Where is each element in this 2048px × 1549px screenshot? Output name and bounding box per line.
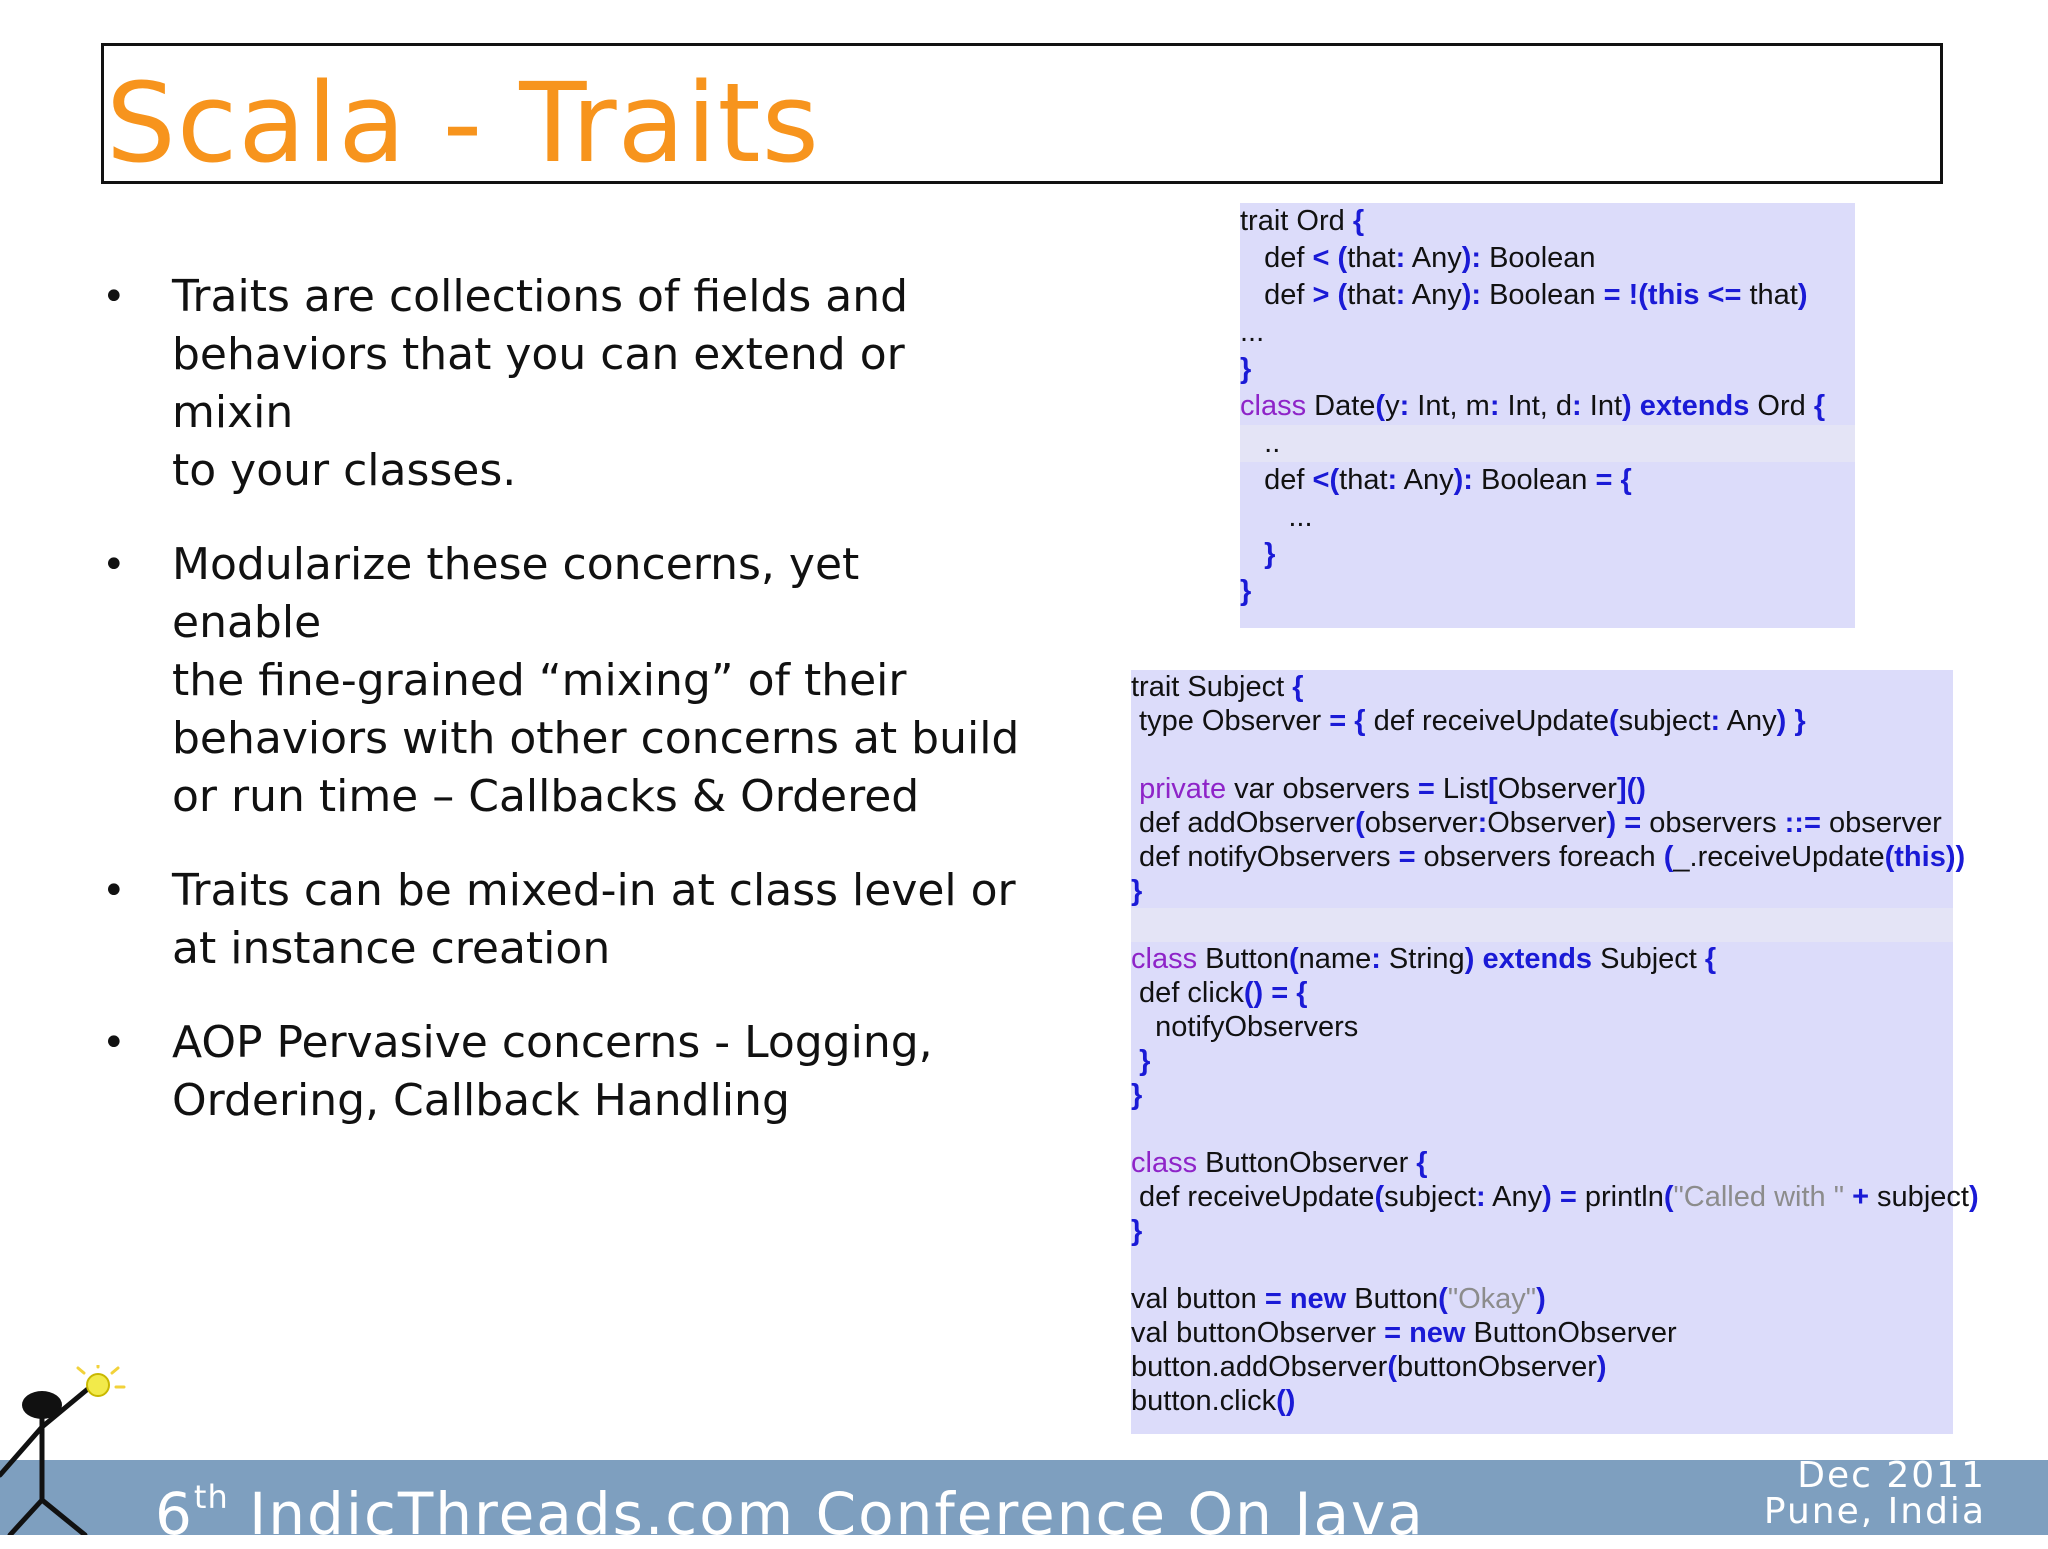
bullet-dot: • xyxy=(102,1020,126,1066)
footer-band xyxy=(0,1455,2048,1548)
code-line: trait Ord { xyxy=(1240,205,1365,237)
code-line: ... xyxy=(1240,316,1265,348)
code-line: .. xyxy=(1240,425,1855,462)
code-line: } xyxy=(1139,1045,1151,1077)
footer-date-location xyxy=(1763,1455,1986,1532)
bullet-dot: • xyxy=(102,868,126,914)
bullet-dot: • xyxy=(102,542,126,588)
conference-ordinal-suffix: th xyxy=(193,1478,229,1516)
code-line xyxy=(1131,908,1953,942)
bullet-item xyxy=(100,1014,1020,1130)
bullet-item xyxy=(100,862,1020,978)
code-line xyxy=(1131,1248,1953,1282)
code-line: ... xyxy=(1240,501,1313,533)
code-block-ord xyxy=(1240,203,1855,628)
bullet-line: Traits are collections of fields and xyxy=(172,271,909,322)
code-line xyxy=(1131,738,1953,772)
code-line: class Date(y: Int, m: Int, d: Int) extends Ord { xyxy=(1240,390,1826,422)
code-line: button.click() xyxy=(1131,1385,1296,1417)
title-box xyxy=(101,43,1943,187)
bullet-line: or run time – Callbacks & Ordered xyxy=(172,771,920,822)
bullet-line: the fine-grained “mixing” of their xyxy=(172,655,907,706)
code-line: notifyObservers xyxy=(1131,1011,1359,1043)
code-line: } xyxy=(1131,1079,1143,1111)
bullet-item xyxy=(100,536,1020,826)
bullet-line: Traits can be mixed-in at class level or xyxy=(172,865,1016,916)
code-line: } xyxy=(1131,1215,1143,1247)
bullet-line: Modularize these concerns, yet enable xyxy=(172,539,860,648)
code-line: } xyxy=(1240,353,1252,385)
code-line: type Observer = { def receiveUpdate(subject: Any) } xyxy=(1131,705,1806,737)
code-line: def <(that: Any): Boolean = { xyxy=(1240,464,1632,496)
conference-title: IndicThreads.com Conference On Java xyxy=(228,1480,1425,1548)
code-line: class Button(name: String) extends Subject { xyxy=(1131,943,1717,975)
bullet-line: AOP Pervasive concerns - Logging, xyxy=(172,1017,933,1068)
conference-name xyxy=(155,1462,1425,1549)
code-line: val buttonObserver = new ButtonObserver xyxy=(1131,1317,1677,1349)
code-line: def notifyObservers = observers foreach (_.receiveUpdate(this)) xyxy=(1131,841,1966,873)
code-block-subject xyxy=(1131,670,1979,1434)
code-line: def click() = { xyxy=(1131,977,1308,1009)
code-line: class ButtonObserver { xyxy=(1131,1147,1428,1179)
code-line: trait Subject { xyxy=(1131,671,1304,703)
code-line: val button = new Button("Okay") xyxy=(1131,1283,1546,1315)
bullet-line: to your classes. xyxy=(172,445,517,496)
code-line: button.addObserver(buttonObserver) xyxy=(1131,1351,1607,1383)
bullet-line: behaviors with other concerns at build xyxy=(172,713,1020,764)
code-line: def < (that: Any): Boolean xyxy=(1240,242,1596,274)
code-line: def > (that: Any): Boolean = !(this <= that) xyxy=(1240,279,1808,311)
conference-ordinal-number: 6 xyxy=(155,1480,194,1548)
footer-location: Pune, India xyxy=(1763,1491,1986,1532)
bullet-dot: • xyxy=(102,274,126,320)
bullet-line: behaviors that you can extend or mixin xyxy=(172,329,905,438)
footer-date: Dec 2011 xyxy=(1797,1455,1986,1496)
bullet-item xyxy=(100,268,1020,500)
code-line: private var observers = List[Observer]() xyxy=(1139,773,1646,805)
code-line xyxy=(1131,1112,1953,1146)
code-line: def addObserver(observer:Observer) = observers ::= observer xyxy=(1131,807,1942,839)
bullet-line: at instance creation xyxy=(172,923,611,974)
slide-title: Scala - Traits xyxy=(106,59,820,187)
code-line: } xyxy=(1240,575,1252,607)
stick-figure-lightbulb-icon xyxy=(0,1365,150,1535)
code-line: def receiveUpdate(subject: Any) = println("Called with " + subject) xyxy=(1131,1181,1979,1213)
code-line: } xyxy=(1131,875,1143,907)
code-line: } xyxy=(1264,538,1276,570)
bullet-line: Ordering, Callback Handling xyxy=(172,1075,790,1126)
bullet-list xyxy=(100,268,1020,1166)
